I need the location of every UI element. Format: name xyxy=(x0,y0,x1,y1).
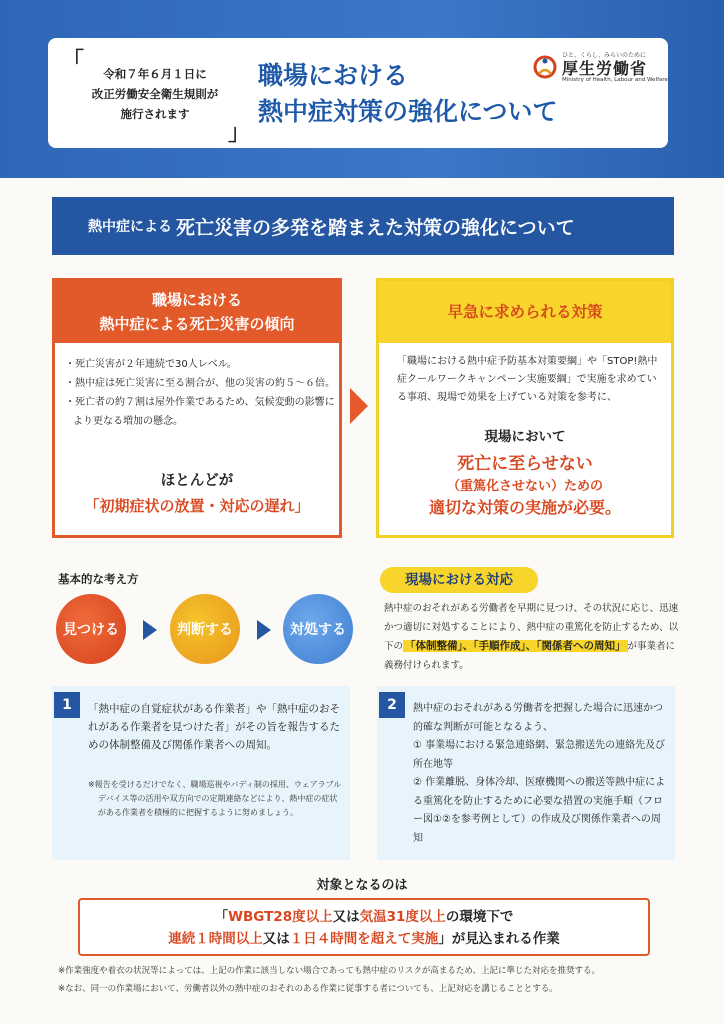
death-trend-list xyxy=(65,355,335,431)
death-trend-title-line-2: 熱中症による死亡災害の傾向 xyxy=(99,315,295,333)
list-item: ・熱中症は死亡災害に至る割合が、他の災害の約５～６倍。 xyxy=(65,378,335,389)
section-heading-prefix: 熱中症による xyxy=(88,219,172,235)
arrow-right-icon xyxy=(350,388,368,424)
urgent-measures-text: 「職場における熱中症予防基本対策要綱」や「STOP!熱中症クールワークキャンペーン実施要綱」で実施を求めている事項、現場で効果を上げている対策を参考に、 xyxy=(397,356,658,403)
section-heading xyxy=(52,197,674,255)
prevent-severity-text: （重篤化させない）ための xyxy=(446,479,603,494)
urgent-measures-title: 早急に求められる対策 xyxy=(379,281,671,343)
death-trend-title-line-1: 職場における xyxy=(151,291,242,309)
list-item: ・死亡災害が２年連続で30人レベル。 xyxy=(65,359,237,370)
field-response-title: 現場における対応 xyxy=(380,567,538,593)
prevent-death-text: 死亡に至らせない xyxy=(457,454,593,474)
environment-text: の環境下で xyxy=(445,909,514,925)
list-item: ・死亡者の約７割は屋外作業であるため、気候変動の影響により更なる増加の懸念。 xyxy=(65,397,335,427)
urgent-measures-panel xyxy=(376,278,674,538)
triangle-right-icon xyxy=(257,620,271,640)
mhlw-logo-icon xyxy=(532,54,558,80)
cause-quote: 「初期症状の放置・対応の遅れ」 xyxy=(84,497,310,515)
obligations-highlight: 「体制整備」、「手順作成」、「関係者への周知」 xyxy=(405,640,626,652)
requirement-2-text xyxy=(413,700,669,848)
step-find xyxy=(56,594,126,664)
mostly-label: ほとんどが xyxy=(160,473,234,489)
death-trend-title xyxy=(55,281,339,343)
logo-tagline: ひと、くらし、みらいのために xyxy=(562,52,647,59)
requirement-number-2: 2 xyxy=(379,692,405,718)
temperature-condition: 気温31度以上 xyxy=(359,909,446,925)
requirement-2-line: ② 作業離脱、身体冷却、医療機関への搬送等熱中症による重篤化を防止するために必要な措置の実施手順（フロー図①②を参考例として）の作成及び関係作業者への周知 xyxy=(413,777,666,844)
notice-line-1: 「 令和７年６月１日に xyxy=(103,67,207,81)
wbgt-condition: WBGT28度以上 xyxy=(228,909,333,925)
requirement-box-1 xyxy=(52,686,350,860)
notice-line-3: 施行されます xyxy=(120,107,190,121)
requirement-2-line: 熱中症のおそれがある労働者を把握した場合に迅速かつ的確な判断が可能となるよう、 xyxy=(413,703,663,733)
section-heading-main: 死亡災害の多発を踏まえた対策の強化について xyxy=(176,216,575,239)
step-find-label: 見つける xyxy=(63,622,119,638)
field-response-text xyxy=(384,599,684,675)
logo-english-name: Ministry of Health, Labour and Welfare xyxy=(562,77,668,83)
step-respond xyxy=(283,594,353,664)
step-judge xyxy=(170,594,240,664)
death-trend-panel xyxy=(52,278,342,538)
footnote-2: ※なお、同一の作業場において、労働者以外の熱中症のおそれのある作業に従事する者についても、上記対応を講じることとする。 xyxy=(58,984,558,994)
requirement-box-2 xyxy=(377,686,675,860)
daily-hours-condition: １日４時間 xyxy=(289,931,358,947)
requirement-1-text: 「熱中症の自覚症状がある作業者」や「熱中症のおそれがある作業者を見つけた者」がその旨を報告するための体制整備及び関係作業者への周知。 xyxy=(88,703,340,751)
enforcement-notice xyxy=(70,58,240,134)
notice-line-2: 改正労働安全衛生規則が xyxy=(91,87,219,101)
requirement-1-note: ※報告を受けるだけでなく、職場巡視やバディ制の採用、ウェアラブルデバイス等の活用や双方向での定期連絡などにより、熱中症の症状がある作業者を積極的に把握するように努めましょう。 xyxy=(88,780,342,817)
step-respond-label: 対処する xyxy=(290,622,346,638)
or-text: 又は xyxy=(262,931,290,947)
target-conditions-box xyxy=(78,898,650,956)
requirement-2-line: ① 事業場における緊急連絡網、緊急搬送先の連絡先及び所在地等 xyxy=(413,740,666,770)
field-response-intro: 熱中症のおそれがある労働者を早期に見つけ、その状況に応じ、迅速かつ適切に対処することにより、熱中症の重篤化を防止するため、以下の xyxy=(384,603,679,652)
or-text: 又は xyxy=(332,909,360,925)
target-line-2 xyxy=(80,928,648,950)
quote-open: 「 xyxy=(214,909,229,925)
title-line-1: 職場における xyxy=(258,61,409,90)
measures-required-text: 適切な対策の実施が必要。 xyxy=(428,498,621,517)
logo-name: 厚生労働省 xyxy=(562,59,648,78)
continuous-hours-condition: 連続１時間以上 xyxy=(168,931,263,947)
target-line-1 xyxy=(80,906,648,928)
target-label: 対象となるのは xyxy=(316,878,408,893)
expected-work-text: 」が見込まれる作業 xyxy=(438,931,560,947)
footnote-1: ※作業強度や着衣の状況等によっては、上記の作業に該当しない場合であっても熱中症のリスクが高まるため、上記に準じた対応を推奨する。 xyxy=(58,966,601,976)
triangle-right-icon xyxy=(143,620,157,640)
step-judge-label: 判断する xyxy=(177,622,233,638)
requirement-number-1: 1 xyxy=(54,692,80,718)
mhlw-logo xyxy=(532,50,672,90)
title-line-2: 熱中症対策の強化について xyxy=(258,97,558,126)
field-response-outro: が事業者に義務付けられます。 xyxy=(384,641,676,671)
at-site-label: 現場において xyxy=(484,429,566,445)
exceed-text: を超えて実施 xyxy=(357,931,439,947)
basic-approach-label: 基本的な考え方 xyxy=(58,572,139,586)
